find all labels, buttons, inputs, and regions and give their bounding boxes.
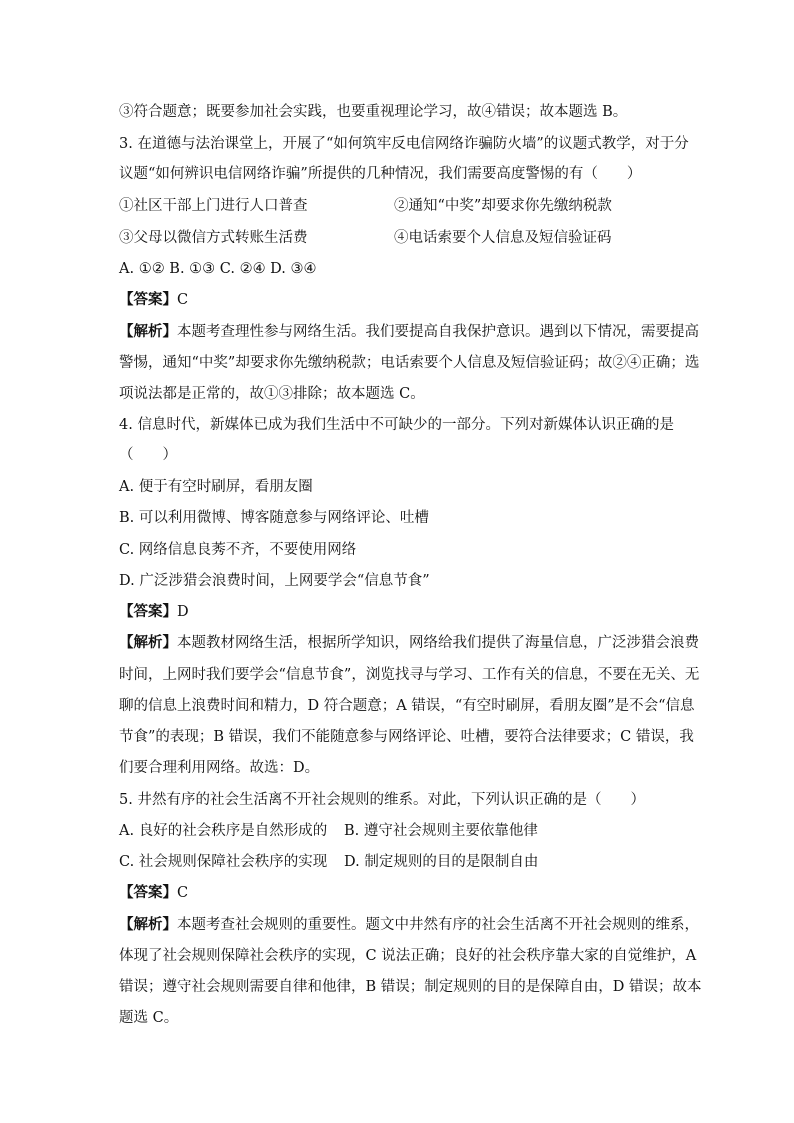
analysis-text: 本题考查社会规则的重要性。题文中井然有序的社会生活离不开社会规则的维系，: [177, 917, 699, 933]
question-4-option-b: B. 可以利用微博、博客随意参与网络评论、吐槽: [119, 510, 429, 526]
question-3-option-row-2: [119, 228, 612, 248]
question-5-option-b: B. 遵守社会规则主要依靠他律: [344, 823, 538, 839]
question-5-option-c: C. 社会规则保障社会秩序的实现: [119, 854, 328, 870]
question-5-option-d: D. 制定规则的目的是限制自由: [344, 854, 539, 870]
answer-value: C: [177, 292, 189, 308]
question-3-stem-line-2: 议题“如何辨识电信网络诈骗”所提供的几种情况，我们需要高度警惕的有（ ）: [119, 166, 642, 182]
answer-value: D: [177, 604, 189, 620]
analysis-tag: 【解析】: [119, 916, 177, 933]
question-4-option-c: C. 网络信息良莠不齐，不要使用网络: [119, 542, 357, 558]
question-3-analysis-line-2: 警惕，通知“中奖”却要求你先缴纳税款；电话索要个人信息及短信验证码；故②④正确；选: [119, 355, 700, 371]
question-4-stem-line-1: 4. 信息时代，新媒体已成为我们生活中不可缺少的一部分。下列对新媒体认识正确的是: [119, 417, 674, 433]
question-4-answer: [119, 602, 189, 622]
question-4-stem-line-2: （ ）: [119, 447, 177, 463]
question-5-analysis-line-4: 题选 C。: [119, 1010, 179, 1026]
analysis-text: 本题考查理性参与网络生活。我们要提高自我保护意识。遇到以下情况，需要提高: [177, 324, 699, 340]
question-3-option-3: ③父母以微信方式转账生活费: [119, 230, 308, 246]
analysis-text: 本题教材网络生活，根据所学知识，网络给我们提供了海量信息，广泛涉猎会浪费: [177, 635, 699, 651]
question-5-answer: [119, 883, 188, 903]
question-3-choices: A. ①② B. ①③ C. ②④ D. ③④: [119, 261, 317, 277]
question-3-option-1: ①社区干部上门进行人口普查: [119, 198, 308, 214]
analysis-tag: 【解析】: [119, 323, 177, 340]
answer-tag: 【答案】: [119, 603, 177, 620]
question-5-analysis-line-3: 错误；遵守社会规则需要自律和他律，B 错误；制定规则的目的是保障自由，D 错误；故本: [119, 979, 702, 995]
question-3-analysis-line-3: 项说法都是正常的，故①③排除；故本题选 C。: [119, 386, 425, 402]
question-4-analysis-line-4: 节食”的表现；B 错误，我们不能随意参与网络评论、吐槽，要符合法律要求；C 错误，我: [119, 729, 694, 745]
answer-tag: 【答案】: [119, 884, 177, 901]
question-5-analysis-line-2: 体现了社会规则保障社会秩序的实现，C 说法正确；良好的社会秩序靠大家的自觉维护，A: [119, 948, 697, 964]
answer-value: C: [177, 885, 189, 901]
question-3-option-4: ④电话索要个人信息及短信验证码: [394, 230, 612, 246]
question-4-option-d: D. 广泛涉猎会浪费时间，上网要学会“信息节食”: [119, 573, 430, 589]
analysis-tag: 【解析】: [119, 634, 177, 651]
question-4-analysis-line-3: 聊的信息上浪费时间和精力，D 符合题意；A 错误，“有空时刷屏，看朋友圈”是不会“信息: [119, 698, 695, 714]
question-5-option-row-2: [119, 852, 539, 872]
question-5-option-row-1: [119, 821, 538, 841]
question-4-analysis-line-1: [119, 633, 699, 653]
question-5-stem: 5. 井然有序的社会生活离不开社会规则的维系。对此，下列认识正确的是（ ）: [119, 792, 645, 808]
intro-line: ③符合题意；既要参加社会实践，也要重视理论学习，故④错误；故本题选 B。: [119, 104, 628, 120]
question-5-analysis-line-1: [119, 915, 699, 935]
question-3-analysis-line-1: [119, 322, 699, 342]
question-4-option-a: A. 便于有空时刷屏，看朋友圈: [119, 479, 313, 495]
answer-tag: 【答案】: [119, 291, 177, 308]
question-3-option-row-1: [119, 196, 612, 216]
question-3-answer: [119, 290, 188, 310]
question-4-analysis-line-2: 时间，上网时我们要学会“信息节食”，浏览找寻与学习、工作有关的信息，不要在无关、无: [119, 667, 700, 683]
question-3-option-2: ②通知“中奖”却要求你先缴纳税款: [394, 198, 612, 214]
question-4-analysis-line-5: 们要合理利用网络。故选：D。: [119, 760, 320, 776]
question-5-option-a: A. 良好的社会秩序是自然形成的: [119, 823, 328, 839]
question-3-stem-line-1: 3. 在道德与法治课堂上，开展了“如何筑牢反电信网络诈骗防火墙”的议题式教学，对于分: [119, 136, 689, 152]
